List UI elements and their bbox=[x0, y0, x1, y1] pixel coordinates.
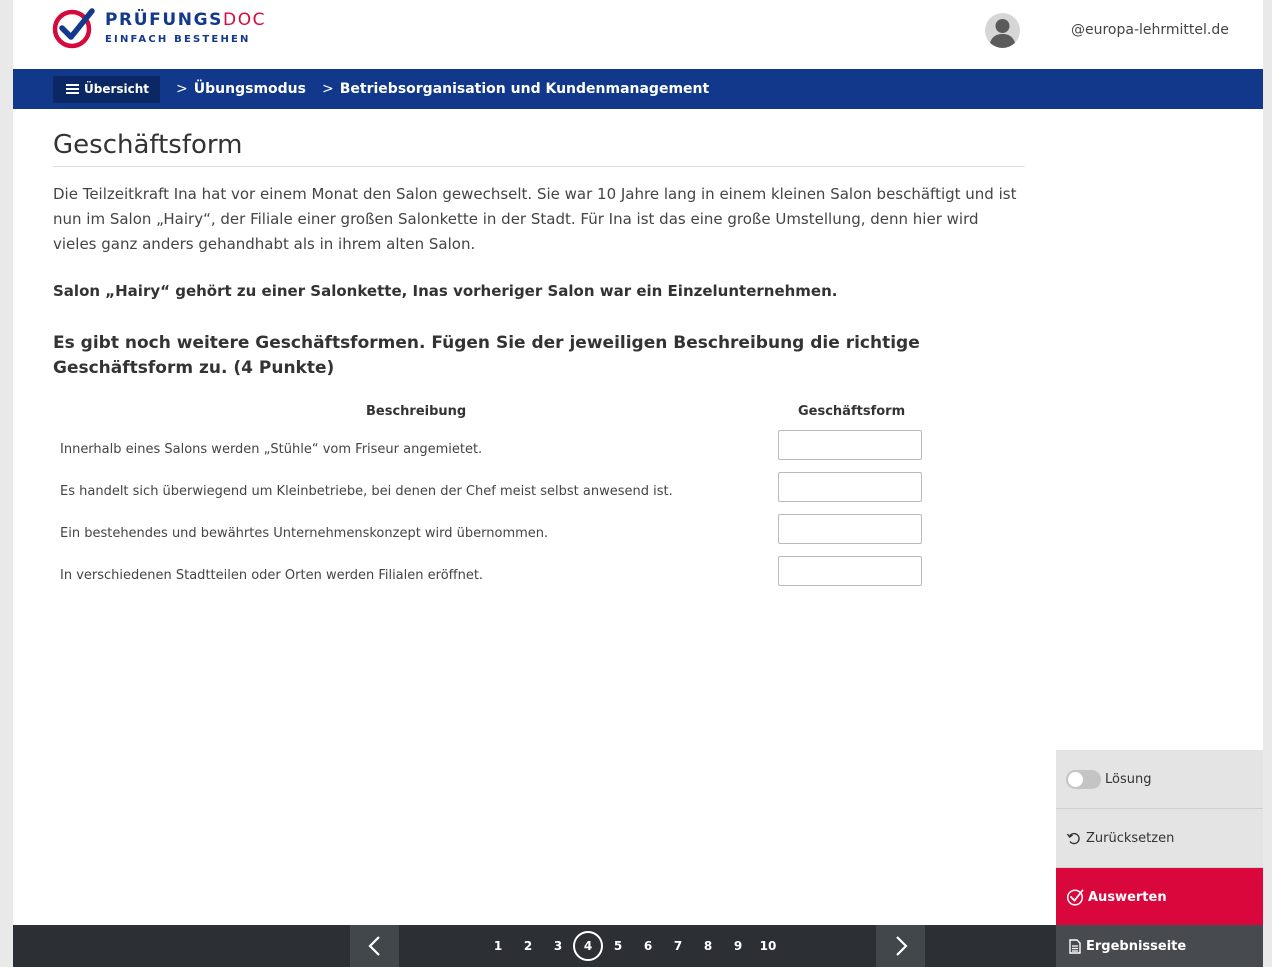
brand-logo[interactable] bbox=[52, 6, 266, 50]
row-description: Ein bestehendes und bewährtes Unternehmenskonzept wird übernommen. bbox=[60, 526, 549, 541]
table-row bbox=[53, 429, 1025, 471]
table-row bbox=[53, 471, 1025, 513]
page-link-5[interactable]: 5 bbox=[613, 939, 623, 953]
task-content bbox=[53, 130, 1025, 597]
page-link-8[interactable]: 8 bbox=[703, 939, 713, 953]
reset-label: Zurücksetzen bbox=[1086, 830, 1175, 846]
solution-label: Lösung bbox=[1105, 771, 1152, 787]
answer-table bbox=[53, 429, 1025, 597]
page bbox=[13, 0, 1263, 967]
task-statement: Salon „Hairy“ gehört zu einer Salonkette, Inas vorheriger Salon war ein Einzelunternehmen. bbox=[53, 282, 838, 300]
task-question: Es gibt noch weitere Geschäftsformen. Fügen Sie der jeweiligen Beschreibung die richtige Geschäftsform zu. (4 Punkte) bbox=[53, 333, 920, 378]
document-icon bbox=[1069, 939, 1081, 954]
overview-label: Übersicht bbox=[84, 82, 150, 96]
results-page-button[interactable] bbox=[1056, 925, 1263, 967]
page-link-4-current[interactable]: 4 bbox=[573, 931, 603, 961]
chevron-left-icon bbox=[367, 935, 383, 957]
chevron-right-icon: > bbox=[176, 81, 188, 97]
business-form-input-4[interactable] bbox=[778, 556, 922, 586]
page-numbers bbox=[483, 925, 783, 967]
task-intro: Die Teilzeitkraft Ina hat vor einem Monat den Salon gewechselt. Sie war 10 Jahre lang in einem kleinen Salon beschäftigt und ist nun im Salon „Hairy“, der Filiale einer großen Salonkette in der Stadt. Für Ina ist das eine große Umstellung, denn hier wird vieles ganz anders gehandhabt als in ihrem alten Salon. bbox=[53, 185, 1017, 253]
results-label: Ergebnisseite bbox=[1086, 938, 1187, 954]
previous-page-button[interactable] bbox=[350, 925, 399, 967]
chevron-right-icon bbox=[893, 935, 909, 957]
brand-title-accent: DOC bbox=[223, 9, 267, 30]
business-form-input-1[interactable] bbox=[778, 430, 922, 460]
breadcrumb-practice-mode[interactable]: > Übungsmodus bbox=[176, 81, 306, 97]
business-form-input-2[interactable] bbox=[778, 472, 922, 502]
breadcrumb-topic[interactable]: > Betriebsorganisation und Kundenmanagement bbox=[322, 81, 710, 97]
reset-icon bbox=[1066, 830, 1082, 846]
page-link-2[interactable]: 2 bbox=[523, 939, 533, 953]
solution-toggle-row[interactable] bbox=[1056, 750, 1263, 809]
pagination-bar bbox=[13, 925, 1263, 967]
user-email[interactable]: @europa-lehrmittel.de bbox=[1071, 22, 1229, 38]
overview-button[interactable] bbox=[53, 76, 160, 103]
chevron-right-icon: > bbox=[322, 81, 334, 97]
row-description: Es handelt sich überwiegend um Kleinbetriebe, bei denen der Chef meist selbst anwesend ist. bbox=[60, 484, 673, 499]
column-header-form: Geschäftsform bbox=[798, 404, 906, 419]
page-link-7[interactable]: 7 bbox=[673, 939, 683, 953]
check-circle-icon bbox=[1066, 888, 1084, 906]
solution-toggle[interactable] bbox=[1066, 770, 1101, 789]
row-description: Innerhalb eines Salons werden „Stühle“ vom Friseur angemietet. bbox=[60, 442, 483, 457]
page-link-10[interactable]: 10 bbox=[759, 939, 777, 953]
logo-check-icon bbox=[52, 6, 96, 50]
next-page-button[interactable] bbox=[876, 925, 925, 967]
evaluate-button[interactable] bbox=[1056, 868, 1263, 926]
menu-icon bbox=[66, 84, 79, 94]
page-link-1[interactable]: 1 bbox=[493, 939, 503, 953]
page-link-9[interactable]: 9 bbox=[733, 939, 743, 953]
business-form-input-3[interactable] bbox=[778, 514, 922, 544]
brand-title: PRÜFUNGSDOC bbox=[105, 9, 267, 30]
user-avatar-icon[interactable] bbox=[985, 13, 1020, 48]
row-description: In verschiedenen Stadtteilen oder Orten werden Filialen eröffnet. bbox=[60, 568, 484, 583]
breadcrumb-bar bbox=[13, 69, 1263, 109]
table-row bbox=[53, 513, 1025, 555]
column-header-description: Beschreibung bbox=[366, 404, 467, 419]
reset-button[interactable] bbox=[1056, 809, 1263, 868]
brand-subtitle: EINFACH BESTEHEN bbox=[105, 33, 251, 45]
page-title: Geschäftsform bbox=[53, 130, 1025, 167]
page-link-6[interactable]: 6 bbox=[643, 939, 653, 953]
table-header bbox=[53, 404, 1025, 424]
table-row bbox=[53, 555, 1025, 597]
page-link-3[interactable]: 3 bbox=[553, 939, 563, 953]
action-panel bbox=[1056, 750, 1263, 926]
evaluate-label: Auswerten bbox=[1088, 889, 1167, 905]
